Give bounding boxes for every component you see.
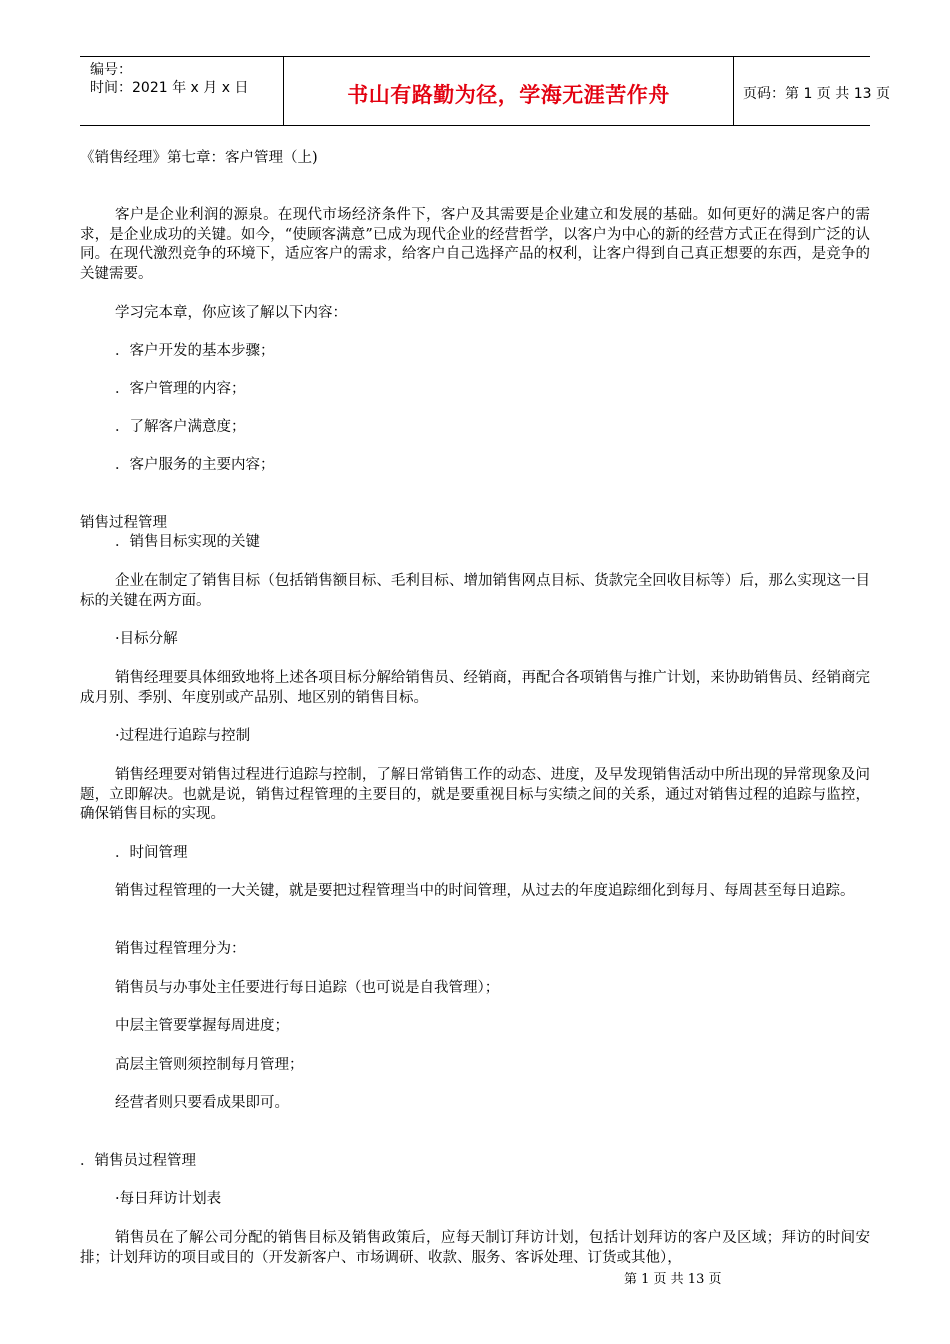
objective-item: ．了解客户满意度；: [115, 419, 246, 435]
paragraph: 销售过程管理的一大关键，就是要把过程管理当中的时间管理，从过去的年度追踪细化到每月、每周甚至每日追踪。: [115, 883, 855, 899]
paragraph: 销售经理要具体细致地将上述各项目标分解给销售员、经销商，再配合各项销售与推广计划，来协助销售员、经销商完成月别、季别、年度别或产品别、地区别的销售目标。: [80, 670, 870, 706]
document-header: [80, 56, 890, 126]
section-title: 销售过程管理: [80, 515, 167, 531]
section-title: ．销售员过程管理: [80, 1153, 196, 1169]
header-motto-cell: [283, 57, 734, 125]
bullet-heading: ·每日拜访计划表: [115, 1191, 222, 1207]
text-line: 高层主管则须控制每月管理；: [115, 1057, 304, 1073]
objective-item: ．客户服务的主要内容；: [115, 457, 275, 473]
objective-item: ．客户管理的内容；: [115, 381, 246, 397]
time-label: 时间：2021 年 x 月 x 日: [90, 80, 249, 96]
text-line: 销售员与办事处主任要进行每日追踪（也可说是自我管理）；: [115, 980, 500, 996]
text-line: 中层主管要掌握每周进度；: [115, 1018, 289, 1034]
text-line: 销售过程管理分为：: [115, 941, 246, 957]
paragraph: 销售经理要对销售过程进行追踪与控制，了解日常销售工作的动态、进度，及早发现销售活动中所出现的异常现象及问题，立即解决。也就是说，销售过程管理的主要目的，就是要重视目标与实绩之间的关系，通过对销售过程的追踪与监控，确保销售目标的实现。: [80, 767, 870, 822]
subsection-title: ．销售目标实现的关键: [115, 534, 260, 550]
bullet-heading: ·目标分解: [115, 631, 178, 647]
page-number-label: 页码：第 1 页 共 13 页: [743, 86, 890, 102]
number-label: 编号：: [90, 62, 132, 78]
bullet-heading: ·过程进行追踪与控制: [115, 728, 251, 744]
page-footer: 第 1 页 共 13 页: [624, 1272, 722, 1287]
header-motto: 书山有路勤为径，学海无涯苦作舟: [347, 83, 670, 107]
learn-heading: 学习完本章，你应该了解以下内容：: [115, 305, 347, 321]
objective-item: ．客户开发的基本步骤；: [115, 343, 275, 359]
text-line: 经营者则只要看成果即可。: [115, 1095, 289, 1111]
header-page-cell: [733, 57, 890, 125]
header-meta-cell: [80, 57, 283, 125]
intro-paragraph: 客户是企业利润的源泉。在现代市场经济条件下，客户及其需要是企业建立和发展的基础。如何更好的满足客户的需求，是企业成功的关键。如今，“使顾客满意”已成为现代企业的经营哲学，以客户为中心的新的经营方式正在得到广泛的认同。在现代激烈竞争的环境下，适应客户的需求，给客户自己选择产品的权利，让客户得到自己真正想要的东西，是竞争的关键需要。: [80, 207, 870, 282]
paragraph: 销售员在了解公司分配的销售目标及销售政策后，应每天制订拜访计划，包括计划拜访的客户及区域；拜访的时间安排；计划拜访的项目或目的（开发新客户、市场调研、收款、服务、客诉处理、订货或其他），: [80, 1230, 870, 1266]
subsection-title: ．时间管理: [115, 845, 188, 861]
paragraph: 企业在制定了销售目标（包括销售额目标、毛利目标、增加销售网点目标、货款完全回收目标等）后，那么实现这一目标的关键在两方面。: [80, 573, 870, 609]
chapter-title: 《销售经理》第七章：客户管理（上): [80, 150, 318, 166]
